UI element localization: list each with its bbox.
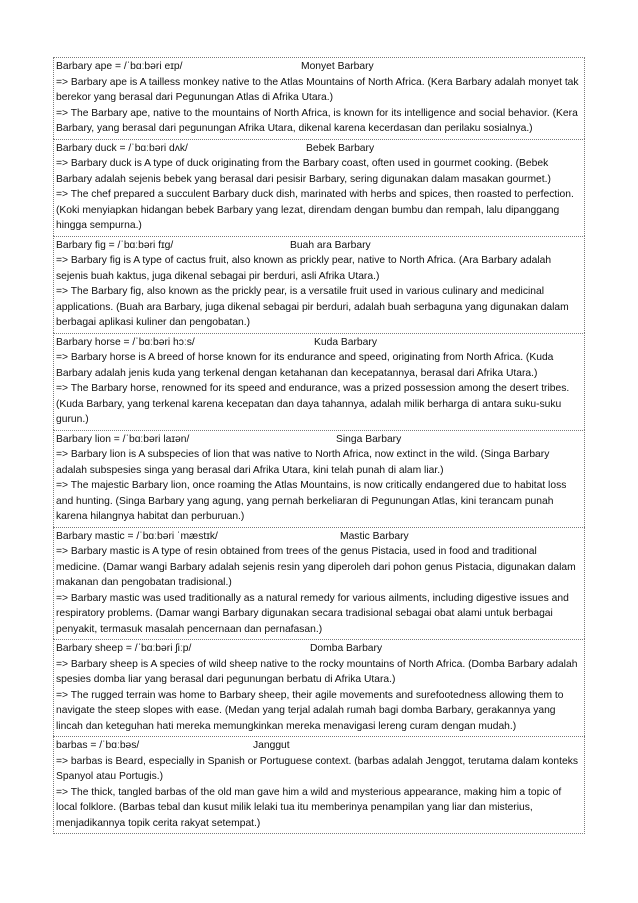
vocab-entry bbox=[53, 139, 585, 236]
vocab-entry bbox=[53, 57, 585, 139]
term-translation: Mastic Barbary bbox=[340, 530, 409, 542]
term-example: => The Barbary horse, renowned for its speed and endurance, was a prized possession among the desert tribes. (Kuda Barbary, yang terkenal karena kecepatan dan daya tahannya, adalah milik berharga di antara suku-suku gurun.) bbox=[56, 383, 570, 425]
entry-header bbox=[56, 641, 582, 657]
term-translation: Bebek Barbary bbox=[306, 142, 375, 154]
vocab-entry bbox=[53, 430, 585, 527]
entry-header bbox=[56, 59, 582, 75]
vocab-entry bbox=[53, 236, 585, 333]
term-definition: => Barbary sheep is A species of wild sheep native to the rocky mountains of North Africa. (Domba Barbary adalah spesies domba liar yang berasal dari pegunungan berbatu di Afrika Utara.) bbox=[56, 658, 578, 685]
vocab-entry bbox=[53, 333, 585, 430]
vocab-entry bbox=[53, 527, 585, 640]
term-example: => The thick, tangled barbas of the old man gave him a wild and mysterious appearance, making him a topic of local folklore. (Barbas tebal dan kusut milik lelaki tua itu memberinya penampilan yang liar dan misterius, menjadikannya topik cerita rakyat setempat.) bbox=[56, 786, 562, 829]
term-translation: Domba Barbary bbox=[310, 643, 383, 654]
entry-header bbox=[56, 529, 582, 545]
term-example: => The Barbary fig, also known as the prickly pear, is a versatile fruit used in various culinary and medicinal applications. (Buah ara Barbary, juga dikenal sebagai pir berduri, adalah buah serbaguna yang digunakan dalam berbagai aplikasi kuliner dan pengobatan.) bbox=[56, 286, 569, 328]
term-translation: Kuda Barbary bbox=[314, 336, 377, 348]
term-pronunciation: Barbary ape = /ˈbɑːbəri eɪp/ bbox=[56, 61, 183, 72]
term-definition: => Barbary mastic is A type of resin obtained from trees of the genus Pistacia, used in food and traditional medicine. (Damar wangi Barbary adalah sejenis resin yang diperoleh dari pohon genus Pistacia, digunakan dalam makanan dan pengobatan tradisional.) bbox=[56, 546, 576, 588]
term-definition: => Barbary duck is A type of duck originating from the Barbary coast, often used in gourmet cooking. (Bebek Barbary adalah sejenis bebek yang berasal dari pesisir Barbary, sering digunakan dalam masakan gourmet.) bbox=[56, 158, 551, 185]
term-definition: => barbas is Beard, especially in Spanish or Portuguese context. (barbas adalah Jenggot, terutama dalam konteks Spanyol atau Portugis.) bbox=[56, 755, 579, 782]
term-definition: => Barbary lion is A subspecies of lion that was native to North Africa, now extinct in the wild. (Singa Barbary adalah subspesies singa yang berasal dari Afrika Utara, kini telah punah di alam liar.) bbox=[56, 449, 550, 476]
term-pronunciation: Barbary duck = /ˈbɑːbəri dʌk/ bbox=[56, 142, 188, 154]
term-pronunciation: Barbary sheep = /ˈbɑːbəri ʃiːp/ bbox=[56, 643, 192, 654]
entry-header bbox=[56, 141, 582, 157]
term-example: => The Barbary ape, native to the mountains of North Africa, is known for its intelligence and social behavior. (Kera Barbary, yang berasal dari pegunungan Afrika Utara, dikenal karena kecerdasan dan perilaku sosialnya.) bbox=[56, 107, 578, 134]
term-example: => The majestic Barbary lion, once roaming the Atlas Mountains, is now critically endangered due to habitat loss and hunting. (Singa Barbary yang agung, yang pernah berkeliaran di Pegunungan Atlas, kini terancam punah karena hilangnya habitat dan perburuan.) bbox=[56, 480, 567, 522]
vocab-entry bbox=[53, 639, 585, 736]
term-example: => The chef prepared a succulent Barbary duck dish, marinated with herbs and spices, then roasted to perfection. (Koki menyiapkan hidangan bebek Barbary yang lezat, direndam dengan bumbu dan rempah, lalu dipanggang hingga sempurna.) bbox=[56, 189, 574, 231]
entry-header bbox=[56, 238, 582, 254]
term-example: => The rugged terrain was home to Barbary sheep, their agile movements and surefootedness allowing them to navigate the steep slopes with ease. (Medan yang terjal adalah rumah bagi domba Barbary, gerakannya yang lincah dan keteguhan hati mereka memungkinkan mereka menavigasi lereng curam dengan mudah.) bbox=[56, 689, 564, 732]
term-definition: => Barbary fig is A type of cactus fruit, also known as prickly pear, native to North Africa. (Ara Barbary adalah sejenis buah kaktus, juga dikenal sebagai pir berduri, asli Afrika Utara.) bbox=[56, 255, 552, 282]
term-pronunciation: Barbary lion = /ˈbɑːbəri laɪən/ bbox=[56, 433, 190, 445]
term-pronunciation: Barbary fig = /ˈbɑːbəri fɪɡ/ bbox=[56, 239, 174, 251]
vocab-entry bbox=[53, 736, 585, 834]
term-translation: Buah ara Barbary bbox=[290, 239, 371, 251]
entry-header bbox=[56, 738, 582, 754]
term-pronunciation: Barbary horse = /ˈbɑːbəri hɔːs/ bbox=[56, 336, 195, 348]
term-pronunciation: Barbary mastic = /ˈbɑːbəri ˈmæstɪk/ bbox=[56, 530, 218, 542]
term-definition: => Barbary ape is A tailless monkey native to the Atlas Mountains of North Africa. (Kera Barbary adalah monyet tak berekor yang berasal dari Pegunungan Atlas di Afrika Utara.) bbox=[56, 76, 579, 103]
term-example: => Barbary mastic was used traditionally as a natural remedy for various ailments, including digestive issues and respiratory problems. (Damar wangi Barbary digunakan secara tradisional sebagai obat alami untuk berbagai penyakit, termasuk masalah pencernaan dan pernafasan.) bbox=[56, 592, 569, 635]
term-definition: => Barbary horse is A breed of horse known for its endurance and speed, originating from North Africa. (Kuda Barbary adalah jenis kuda yang terkenal dengan ketahanan dan kecepatannya, berasal dari Afrika Utara.) bbox=[56, 352, 554, 379]
term-translation: Janggut bbox=[253, 740, 290, 751]
term-translation: Singa Barbary bbox=[336, 433, 402, 445]
vocabulary-list bbox=[53, 57, 585, 834]
entry-header bbox=[56, 432, 582, 448]
entry-header bbox=[56, 335, 582, 351]
term-pronunciation: barbas = /ˈbɑːbəs/ bbox=[56, 740, 140, 751]
term-translation: Monyet Barbary bbox=[301, 61, 374, 72]
